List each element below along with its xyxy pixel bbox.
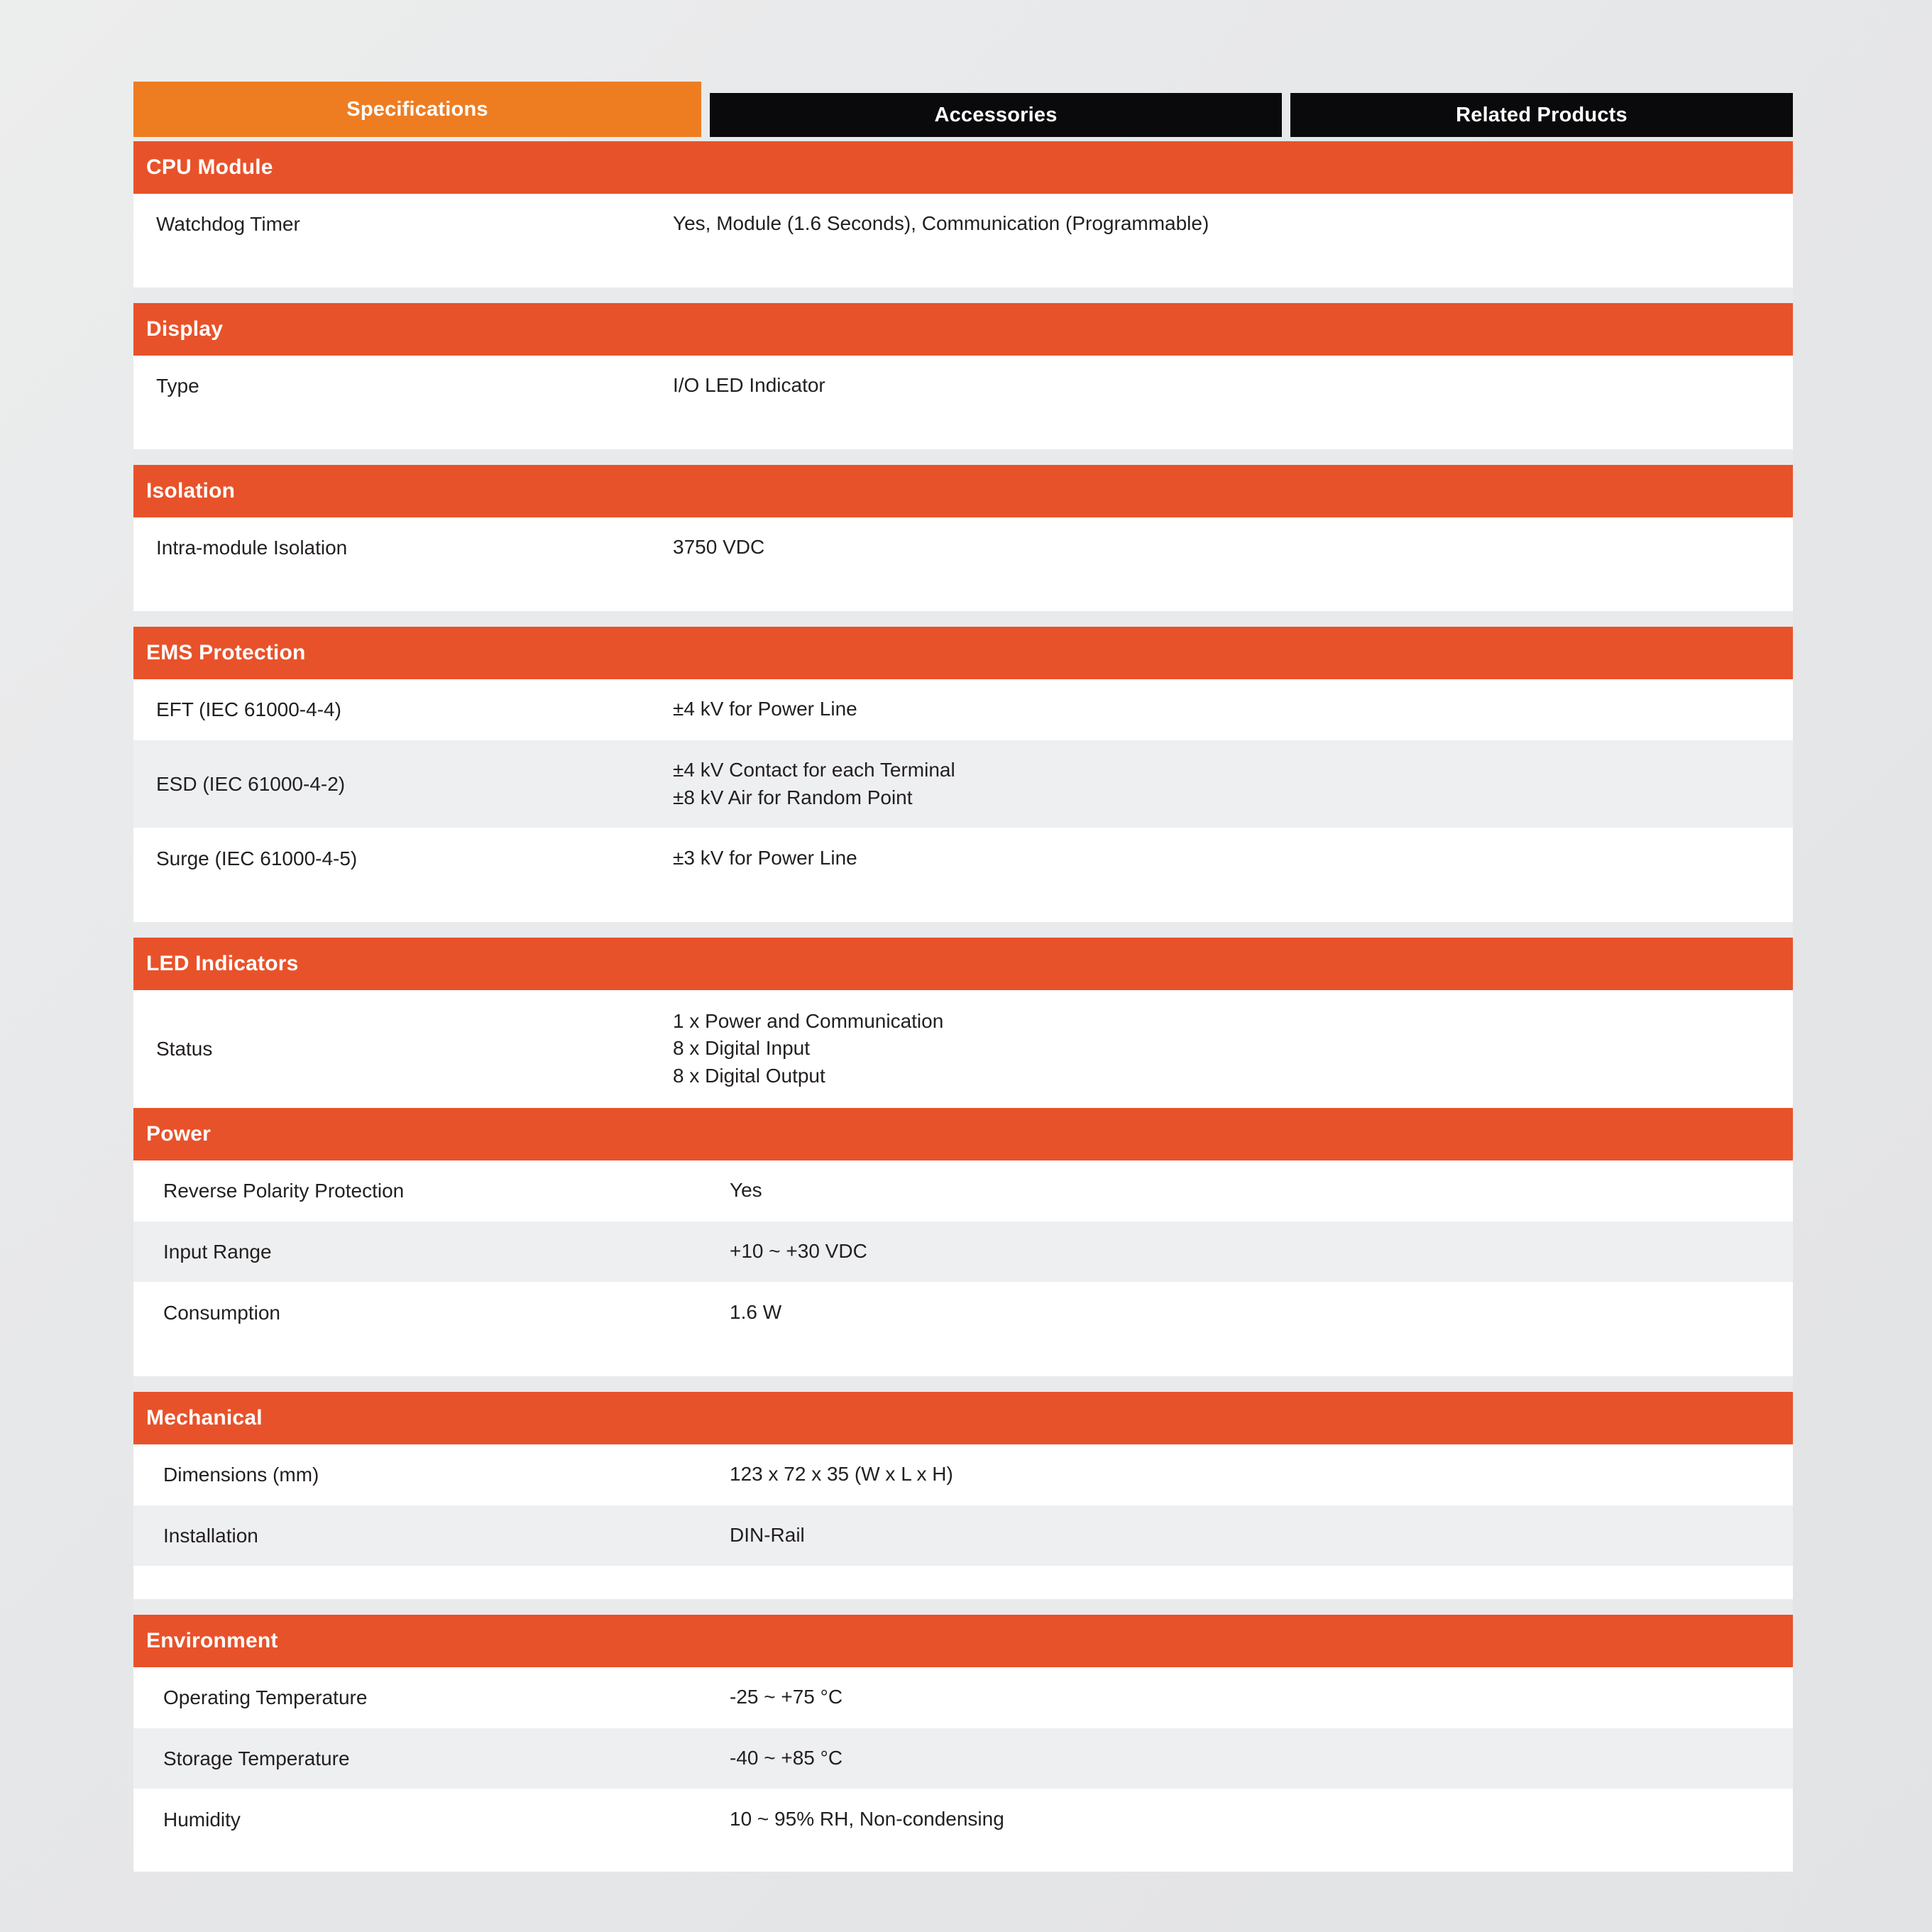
section-header-environment: Environment xyxy=(133,1615,1793,1667)
row-value-line: 8 x Digital Output xyxy=(673,1064,825,1087)
section-gap xyxy=(133,1376,1793,1392)
row-label: EFT (IEC 61000-4-4) xyxy=(156,698,341,720)
row-value: 3750 VDC xyxy=(673,536,765,559)
table-row xyxy=(133,1222,1793,1283)
section-padding xyxy=(133,1566,1793,1599)
section-body-environment xyxy=(133,1667,1793,1872)
row-value: 123 x 72 x 35 (W x L x H) xyxy=(730,1463,953,1486)
specifications-table xyxy=(133,141,1793,1872)
section-body-ems-protection xyxy=(133,679,1793,922)
section-gap xyxy=(133,1599,1793,1615)
row-value xyxy=(673,1008,1793,1090)
row-value-line: 8 x Digital Input xyxy=(673,1037,810,1060)
section-header-power: Power xyxy=(133,1108,1793,1160)
section-body-mechanical xyxy=(133,1444,1793,1599)
section-header-mechanical: Mechanical xyxy=(133,1392,1793,1444)
section-header-display: Display xyxy=(133,303,1793,356)
row-value-line: 1 x Power and Communication xyxy=(673,1009,944,1032)
table-row xyxy=(133,1728,1793,1789)
row-label: Surge (IEC 61000-4-5) xyxy=(156,847,358,869)
table-row xyxy=(133,517,1793,578)
row-label: Input Range xyxy=(163,1240,272,1263)
row-label: Installation xyxy=(163,1524,258,1547)
row-value: Yes, Module (1.6 Seconds), Communication (Programmable) xyxy=(673,212,1209,235)
row-value: -25 ~ +75 °C xyxy=(730,1686,843,1708)
table-row xyxy=(133,1160,1793,1222)
row-value-line: ±4 kV Contact for each Terminal xyxy=(673,758,955,781)
section-body-led-indicators xyxy=(133,990,1793,1108)
row-value: Yes xyxy=(730,1179,762,1202)
row-label: Consumption xyxy=(163,1301,280,1324)
row-value: -40 ~ +85 °C xyxy=(730,1747,843,1769)
table-row xyxy=(133,828,1793,889)
table-row xyxy=(133,679,1793,740)
section-header-led-indicators: LED Indicators xyxy=(133,938,1793,990)
row-label: Status xyxy=(156,1037,213,1060)
section-gap xyxy=(133,287,1793,303)
section-padding xyxy=(133,1850,1793,1872)
row-value: +10 ~ +30 VDC xyxy=(730,1240,867,1263)
table-row xyxy=(133,1667,1793,1728)
tab-accessories[interactable] xyxy=(710,93,1282,137)
row-label: Type xyxy=(156,374,199,397)
row-value xyxy=(673,757,1793,811)
section-body-power xyxy=(133,1160,1793,1376)
table-row xyxy=(133,740,1793,828)
section-gap xyxy=(133,611,1793,627)
table-row xyxy=(133,1444,1793,1505)
row-value: ±3 kV for Power Line xyxy=(673,847,857,869)
section-body-isolation xyxy=(133,517,1793,611)
row-value-line: ±8 kV Air for Random Point xyxy=(673,786,913,808)
row-value: 1.6 W xyxy=(730,1301,782,1324)
section-header-cpu-module: CPU Module xyxy=(133,141,1793,194)
section-header-isolation: Isolation xyxy=(133,465,1793,517)
row-label: Intra-module Isolation xyxy=(156,536,348,559)
row-value: DIN-Rail xyxy=(730,1524,805,1547)
section-padding xyxy=(133,1344,1793,1376)
tab-specifications[interactable] xyxy=(133,82,701,137)
section-padding xyxy=(133,255,1793,287)
section-body-cpu-module xyxy=(133,194,1793,287)
row-label: Storage Temperature xyxy=(163,1747,350,1769)
tab-related-products[interactable] xyxy=(1290,93,1793,137)
tab-bar xyxy=(133,82,1793,137)
section-header-ems-protection: EMS Protection xyxy=(133,627,1793,679)
row-label: ESD (IEC 61000-4-2) xyxy=(156,772,346,795)
section-gap xyxy=(133,922,1793,938)
table-row xyxy=(133,1789,1793,1850)
tab-related-products-label: Related Products xyxy=(1456,103,1628,126)
row-label: Reverse Polarity Protection xyxy=(163,1179,405,1202)
table-row xyxy=(133,1283,1793,1344)
row-value: I/O LED Indicator xyxy=(673,374,825,397)
spec-panel xyxy=(133,82,1793,1872)
row-label: Dimensions (mm) xyxy=(163,1463,319,1486)
row-label: Operating Temperature xyxy=(163,1686,368,1708)
table-row xyxy=(133,194,1793,255)
section-body-display xyxy=(133,356,1793,449)
row-label: Watchdog Timer xyxy=(156,212,300,235)
table-row xyxy=(133,1505,1793,1566)
section-gap xyxy=(133,449,1793,465)
row-value: 10 ~ 95% RH, Non-condensing xyxy=(730,1808,1004,1831)
section-padding xyxy=(133,578,1793,611)
section-padding xyxy=(133,889,1793,922)
table-row xyxy=(133,990,1793,1108)
section-padding xyxy=(133,417,1793,449)
tab-specifications-label: Specifications xyxy=(346,97,488,121)
row-value: ±4 kV for Power Line xyxy=(673,698,857,720)
row-label: Humidity xyxy=(163,1808,241,1831)
table-row xyxy=(133,356,1793,417)
tab-accessories-label: Accessories xyxy=(934,103,1058,126)
